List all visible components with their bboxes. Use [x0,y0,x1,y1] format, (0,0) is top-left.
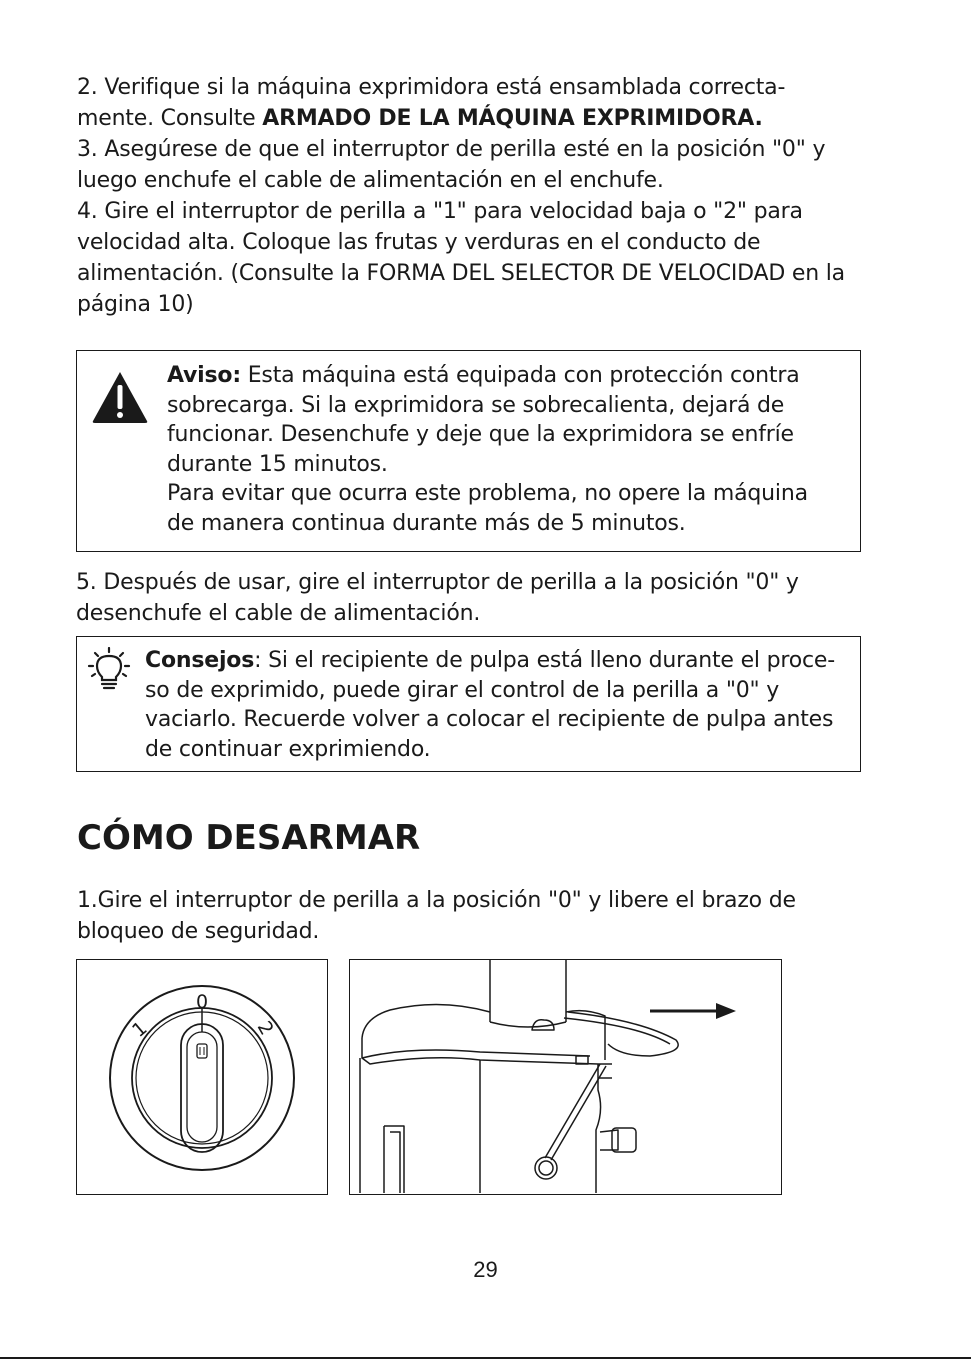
tips-line-4: de continuar exprimiendo. [145,736,431,762]
dial-figure [76,959,328,1195]
dial-label-0: 0 [196,991,209,1013]
warning-label: Aviso: [167,363,241,388]
tips-line-2: so de exprimido, puede girar el control de la perilla a "0" y [145,677,780,703]
warning-line-1: Aviso: Esta máquina está equipada con protección contra [167,363,800,388]
section-title: CÓMO DESARMAR [77,818,421,858]
lightbulb-icon [87,647,131,695]
steps-intro [77,72,877,320]
bottom-rule [0,1357,971,1359]
warning-line-4: durante 15 minutos. [167,451,388,477]
dial-label-1: 1 [128,1017,152,1042]
speed-dial-illustration [77,960,326,1193]
step-4-line-4: página 10) [77,292,194,317]
step-5-line-2: desenchufe el cable de alimentación. [76,601,481,626]
juicer-figure [349,959,782,1195]
step-5 [76,567,876,629]
step-4-line-1: 4. Gire el interruptor de perilla a "1" para velocidad baja o "2" para [77,199,803,224]
step-3-line-2: luego enchufe el cable de alimentación en el enchufe. [77,168,664,193]
page-number: 29 [473,1257,498,1282]
step-4-line-2: velocidad alta. Coloque las frutas y verduras en el conducto de [77,230,761,255]
warning-text [167,361,808,538]
tips-box [76,636,861,772]
tips-line-1: Consejos: Si el recipiente de pulpa está lleno durante el proce- [145,648,835,673]
dial-label-2: 2 [252,1017,278,1039]
tips-text [145,646,835,764]
warning-box [76,350,861,552]
warning-line-6: de manera continua durante más de 5 minutos. [167,510,686,536]
warning-line-3: funcionar. Desenchufe y deje que la exprimidora se enfríe [167,422,794,447]
juicer-safety-arm-illustration [350,960,780,1193]
step-2-line-1: 2. Verifique si la máquina exprimidora está ensamblada correcta- [77,75,786,100]
tips-label: Consejos [145,648,255,673]
disassembly-step-1-line-2: bloqueo de seguridad. [77,919,320,944]
step-3-line-1: 3. Asegúrese de que el interruptor de perilla esté en la posición "0" y [77,137,826,162]
tips-line-3: vaciarlo. Recuerde volver a colocar el recipiente de pulpa antes [145,707,834,732]
disassembly-step-1 [77,885,877,947]
step-2-line-2: mente. Consulte ARMADO DE LA MÁQUINA EXPRIMIDORA. [77,106,763,131]
step-4-line-3: alimentación. (Consulte la FORMA DEL SELECTOR DE VELOCIDAD en la [77,261,845,286]
disassembly-step-1-line-1: 1.Gire el interruptor de perilla a la posición "0" y libere el brazo de [77,888,796,913]
step-5-line-1: 5. Después de usar, gire el interruptor de perilla a la posición "0" y [76,570,799,595]
warning-line-2: sobrecarga. Si la exprimidora se sobrecalienta, dejará de [167,392,785,418]
warning-triangle-icon [90,369,150,425]
step-2-reference: ARMADO DE LA MÁQUINA EXPRIMIDORA. [262,106,763,131]
warning-line-5: Para evitar que ocurra este problema, no opere la máquina [167,481,808,506]
motion-arrow-head [716,1003,736,1019]
